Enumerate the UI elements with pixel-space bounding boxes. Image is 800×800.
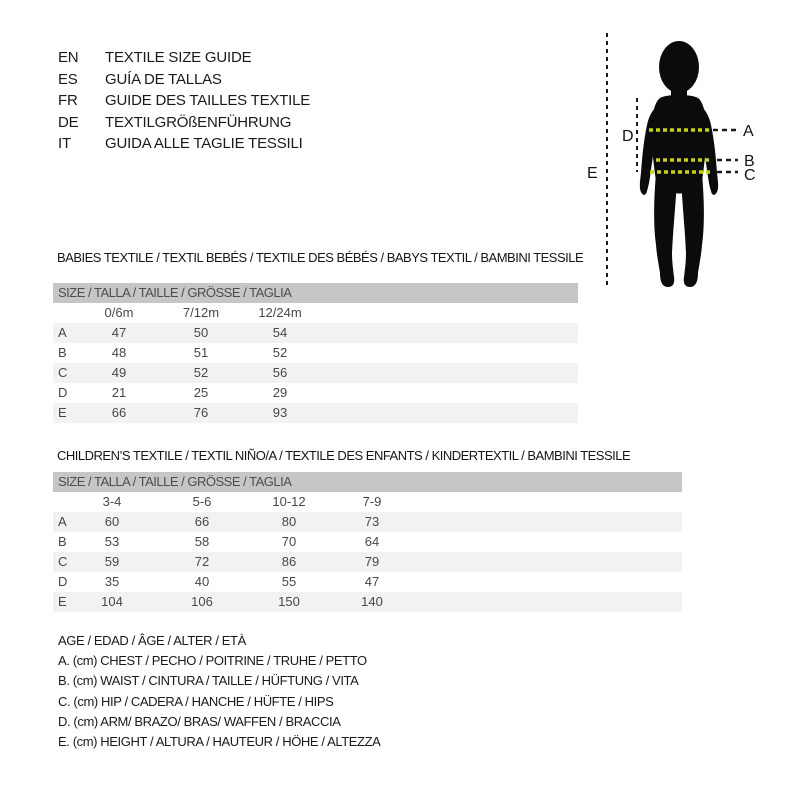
marker-c-label: C [744, 167, 756, 184]
measurement-legend [58, 631, 380, 752]
legend-line-age: AGE / EDAD / ÂGE / ALTER / ETÀ [58, 633, 246, 648]
column-header: 7/12m [182, 305, 220, 320]
cell-value: 140 [361, 594, 383, 609]
cell-value: 29 [272, 385, 288, 400]
size-header-bar: SIZE / TALLA / TAILLE / GRÖSSE / TAGLIA [53, 283, 578, 303]
legend-line-hip: C. (cm) HIP / CADERA / HANCHE / HÜFTE / HIPS [58, 693, 334, 709]
table-row [53, 512, 682, 532]
table-row [53, 403, 578, 423]
language-code: ES [58, 70, 78, 88]
row-label: E [58, 405, 67, 420]
cell-value: 35 [104, 574, 120, 589]
row-label: B [58, 345, 67, 360]
cell-value: 76 [193, 405, 209, 420]
children-size-table [53, 472, 682, 612]
language-label: TEXTILGRÖßENFÜHRUNG [105, 113, 292, 131]
cell-value: 50 [193, 325, 209, 340]
language-label: GUIDA ALLE TAGLIE TESSILI [105, 135, 303, 153]
language-row [58, 47, 310, 69]
marker-b-label: B [744, 153, 755, 170]
language-label: GUIDE DES TAILLES TEXTILE [105, 92, 311, 110]
language-label: GUÍA DE TALLAS [105, 70, 222, 88]
size-header-bar: SIZE / TALLA / TAILLE / GRÖSSE / TAGLIA [53, 472, 682, 492]
row-label: A [58, 514, 67, 529]
cell-value: 73 [364, 514, 380, 529]
row-label: D [58, 574, 68, 589]
child-measurement-figure [580, 25, 800, 295]
legend-line-chest: A. (cm) CHEST / PECHO / POITRINE / TRUHE / PETTO [58, 653, 367, 669]
cell-value: 59 [104, 554, 120, 569]
language-row [58, 112, 310, 134]
cell-value: 86 [281, 554, 297, 569]
cell-value: 106 [191, 594, 213, 609]
cell-value: 104 [101, 594, 123, 609]
cell-value: 56 [272, 365, 288, 380]
babies-section-title: BABIES TEXTILE / TEXTIL BEBÉS / TEXTILE DES BÉBÉS / BABYS TEXTIL / BAMBINI TESSILE [57, 250, 584, 265]
table-row [53, 592, 682, 612]
cell-value: 52 [272, 345, 288, 360]
cell-value: 80 [281, 514, 297, 529]
child-silhouette-icon [640, 41, 718, 287]
language-row [58, 90, 310, 112]
marker-a-label: A [743, 123, 754, 140]
column-header: 0/6m [104, 305, 134, 320]
cell-value: 40 [194, 574, 210, 589]
cell-value: 51 [193, 345, 209, 360]
column-header: 3-4 [102, 494, 122, 509]
cell-value: 55 [281, 574, 297, 589]
babies-size-table [53, 283, 578, 423]
row-label: B [58, 534, 67, 549]
table-row [53, 552, 682, 572]
row-label: A [58, 325, 67, 340]
cell-value: 93 [272, 405, 288, 420]
table-row [53, 363, 578, 383]
language-title-block [58, 47, 310, 155]
cell-value: 150 [278, 594, 300, 609]
legend-line-waist: B. (cm) WAIST / CINTURA / TAILLE / HÜFTUNG / VITA [58, 673, 359, 689]
cell-value: 53 [104, 534, 120, 549]
table-row [53, 383, 578, 403]
table-row [53, 532, 682, 552]
language-code: IT [58, 135, 71, 153]
marker-e-label: E [587, 165, 598, 182]
cell-value: 70 [281, 534, 297, 549]
language-row [58, 133, 310, 155]
legend-line-height: E. (cm) HEIGHT / ALTURA / HAUTEUR / HÖHE / ALTEZZA [58, 733, 381, 749]
language-code: FR [58, 92, 78, 110]
language-code: DE [58, 113, 79, 131]
table-row [53, 343, 578, 363]
cell-value: 25 [193, 385, 209, 400]
cell-value: 66 [194, 514, 210, 529]
cell-value: 49 [111, 365, 127, 380]
legend-line-arm: D. (cm) ARM/ BRAZO/ BRAS/ WAFFEN / BRACCIA [58, 713, 341, 729]
children-section-title: CHILDREN’S TEXTILE / TEXTIL NIÑO/A / TEXTILE DES ENFANTS / KINDERTEXTIL / BAMBINI TESSILE [57, 448, 631, 463]
marker-d-label: D [622, 128, 634, 145]
language-label: TEXTILE SIZE GUIDE [105, 49, 252, 66]
row-label: C [58, 554, 68, 569]
column-header: 7-9 [362, 494, 382, 509]
corner-cell [53, 303, 78, 323]
column-header: 5-6 [192, 494, 212, 509]
cell-value: 66 [111, 405, 127, 420]
cell-value: 47 [364, 574, 380, 589]
column-header-row [53, 303, 578, 323]
cell-value: 48 [111, 345, 127, 360]
row-label: E [58, 594, 67, 609]
language-row [58, 69, 310, 91]
cell-value: 21 [111, 385, 127, 400]
column-header-row [53, 492, 682, 512]
cell-value: 64 [364, 534, 380, 549]
language-code: EN [58, 49, 79, 66]
table-row [53, 323, 578, 343]
corner-cell [53, 492, 78, 512]
cell-value: 58 [194, 534, 210, 549]
cell-value: 47 [111, 325, 127, 340]
cell-value: 54 [272, 325, 288, 340]
cell-value: 72 [194, 554, 210, 569]
cell-value: 79 [364, 554, 380, 569]
row-label: D [58, 385, 68, 400]
cell-value: 52 [193, 365, 209, 380]
row-label: C [58, 365, 68, 380]
table-row [53, 572, 682, 592]
column-header: 10-12 [272, 494, 306, 509]
column-header: 12/24m [258, 305, 302, 320]
cell-value: 60 [104, 514, 120, 529]
